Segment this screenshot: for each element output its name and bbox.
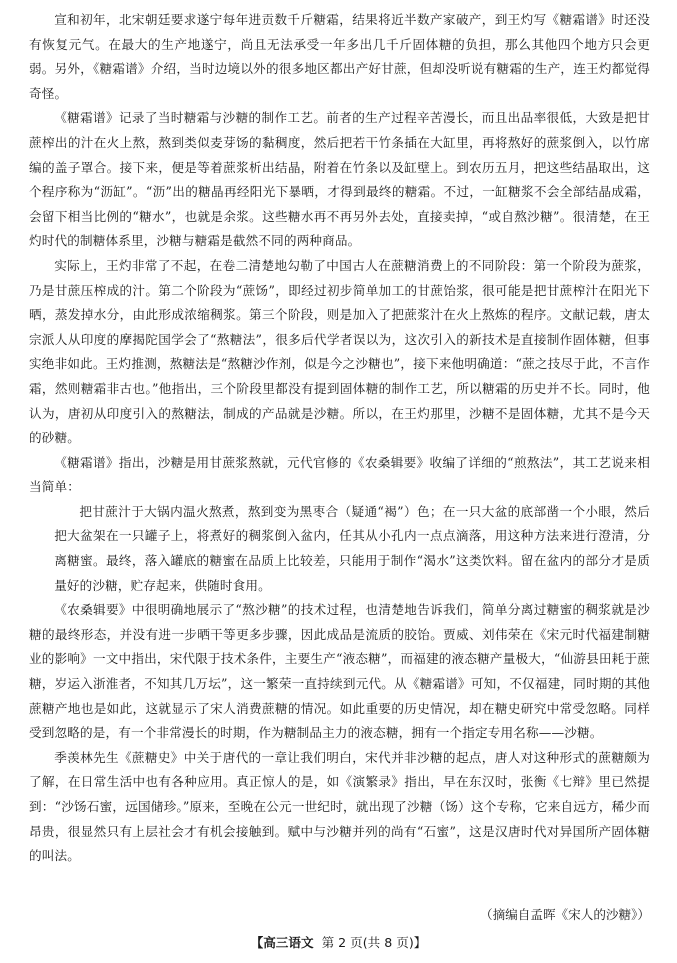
article-source: （摘编自孟晖《宋人的沙糖》） [479,907,650,922]
paragraph-3: 实际上，王灼非常了不起，在卷二清楚地勾勒了中国古人在蔗糖消费上的不同阶段：第一个阶段为蔗浆，乃是甘蔗压榨成的汁。第二个阶段为“蔗饧”，即经过初步简单加工的甘蔗饴浆，很可能是把甘蔗榨汁在阳光下晒，蒸发掉水分，由此形成浓缩稠浆。第三个阶段，则是加入了把蔗浆汁在火上熬炼的程序。文献记载，唐太宗派人从印度的摩揭陀国学会了“熬糖法”，很多后代学者误以为，这次引入的新技术是直接制作固体糖，但事实绝非如此。王灼推测，熬糖法是“熬糖沙作剂，似是今之沙糖也”，接下来他明确道：“蔗之技尽于此，不言作霜，然则糖霜非古也。”他指出，三个阶段里都没有提到固体糖的制作工艺，所以糖霜的历史并不长。同时，他认为，唐初从印度引入的熬糖法，制成的产品就是沙糖。所以，在王灼那里，沙糖不是固体糖，尤其不是今天的砂糖。 [29,257,650,446]
footer-subject: 【高三语文 [250,935,314,950]
paragraph-5: 《农桑辑要》中很明确地展示了“熬沙糖”的技术过程，也清楚地告诉我们，简单分离过糖蜜的稠浆就是沙糖的最终形态，并没有进一步晒干等更多步骤，因此成品是流质的胶饴。贾威、刘伟荣在《宋元时代福建制糖业的影响》一文中指出，宋代限于技术条件，主要生产“液态糖”，而福建的液态糖产量极大，“仙游县田耗于蔗糖，岁运入浙淮者，不知其几万坛”，这一繁荣一直持续到元代。从《糖霜谱》可知，不仅福建，同时期的其他蔗糖产地也是如此，这就显示了宋人消费蔗糖的情况。如此重要的历史情况，却在糖史研究中常受忽略。同样受到忽略的是，有一个非常漫长的时期，作为糖制品主力的液态糖，拥有一个指定专用名称——沙糖。 [29,602,650,741]
article-body [29,8,650,869]
quoted-process: 把甘蔗汁于大锅内温火熬煮，熬到变为黑枣合（疑通“褐”）色；在一只大盆的底部凿一个小眼，然后把大盆架在一只罐子上，将煮好的稠浆倒入盆内，任其从小孔内一点点滴落，用这种方法来进行澄清，分离糖蜜。最终，落入罐底的糖蜜在品质上比较差，只能用于制作“渴水”这类饮料。留在盆内的部分才是质量好的沙糖，贮存起来，供随时食用。 [54,503,650,593]
paragraph-6: 季羡林先生《蔗糖史》中关于唐代的一章让我们明白，宋代并非沙糖的起点，唐人对这种形式的蔗糖颇为了解，在日常生活中也有各种应用。真正惊人的是，如《演繁录》指出，早在东汉时，张衡《七辩》里已然提到：“沙饧石蜜，远国储珍。”原来，至晚在公元一世纪时，就出现了沙糖（饧）这个专称，它来自远方，稀少而昂贵，很显然只有上层社会才有机会接触到。赋中与沙糖并列的尚有“石蜜”，这是汉唐时代对异国所产固体糖的叫法。 [29,749,650,864]
paragraph-2: 《糖霜谱》记录了当时糖霜与沙糖的制作工艺。前者的生产过程辛苦漫长，而且出品率很低，大致是把甘蔗榨出的汁在火上熬，熬到类似麦芽饧的黏稠度，然后把若干竹条插在大缸里，再将熬好的蔗浆倒入，以竹席编的盖子罩合。接下来，便是等着蔗浆析出结晶，附着在竹条以及缸壁上。到农历五月，把这些结晶取出，这个程序称为“沥缸”。“沥”出的糖晶再经阳光下暴晒，才得到最终的糖霜。不过，一缸糖浆不会全部结晶成霜，会留下相当比例的“糖水”，也就是余浆。这些糖水再不再另外去处，直接卖掉，“或自熬沙糖”。很清楚，在王灼时代的制糖体系里，沙糖与糖霜是截然不同的两种商品。 [29,110,650,249]
page-footer [0,934,677,952]
footer-page-number: 第 2 页(共 8 页)】 [321,935,427,950]
paragraph-1: 宣和初年，北宋朝廷要求遂宁每年进贡数千斤糖霜，结果将近半数产家破产，到王灼写《糖霜谱》时还没有恢复元气。在最大的生产地遂宁，尚且无法承受一年多出几千斤固体糖的负担，那么其他四个地方只会更弱。另外，《糖霜谱》介绍，当时边境以外的很多地区都出产好甘蔗，但却没听说有糖霜的生产，连王灼都觉得奇怪。 [29,12,650,101]
paragraph-4: 《糖霜谱》指出，沙糖是用甘蔗浆熬就，元代官修的《农桑辑要》收编了详细的“煎熬法”，其工艺说来相当简单： [29,454,650,495]
